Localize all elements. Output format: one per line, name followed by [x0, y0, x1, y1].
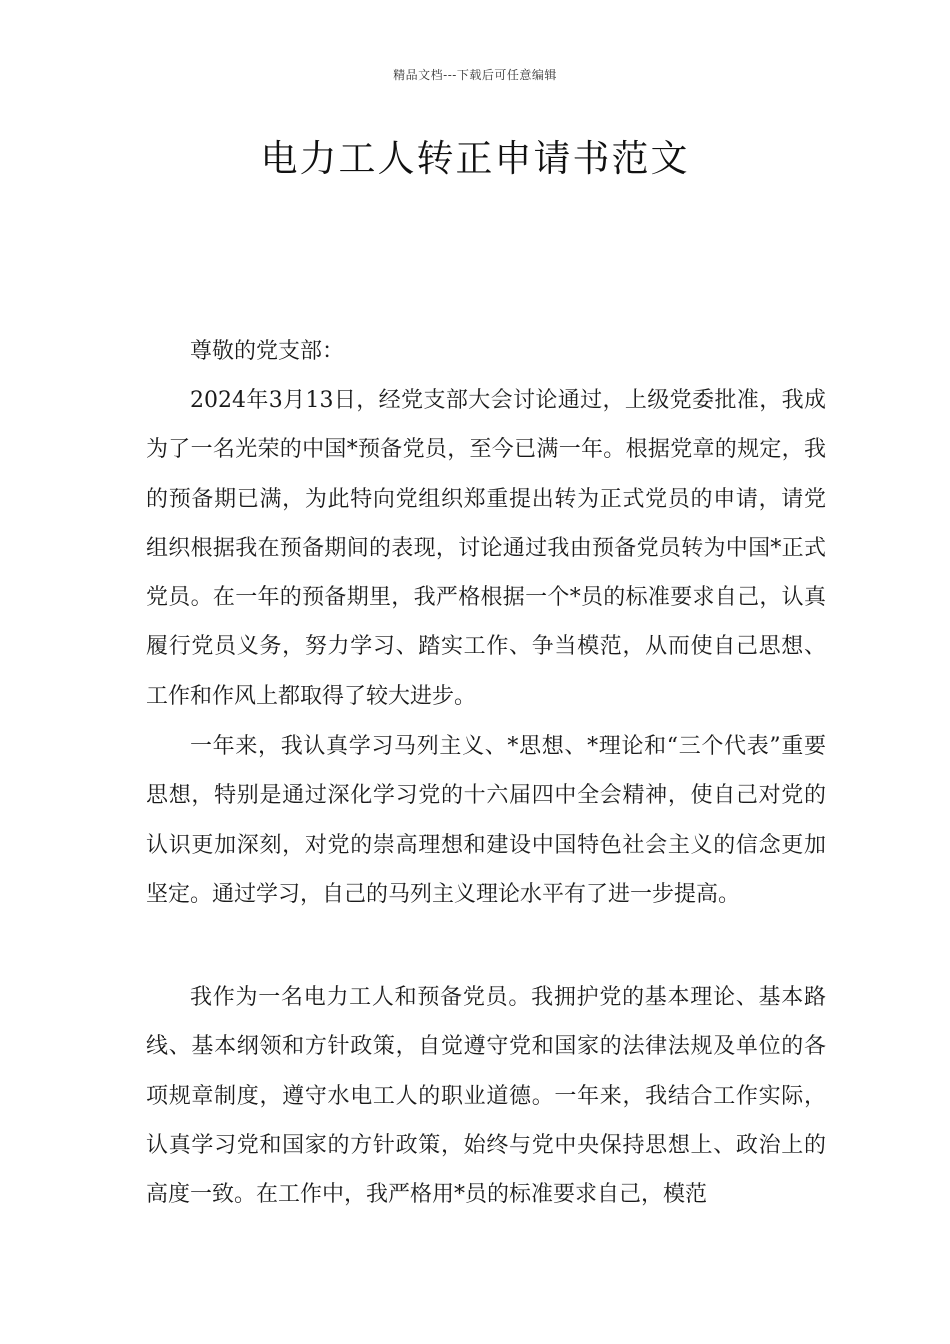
paragraph-2: 一年来，我认真学习马列主义、*思想、*理论和“三个代表”重要思想，特别是通过深化学习党的十六届四中全会精神，使自己对党的认识更加深刻，对党的崇高理想和建设中国特色社会主义的信念更加坚定。通过学习，自己的马列主义理论水平有了进一步提高。 — [146, 734, 826, 907]
header-note: 精品文档---下载后可任意编辑 — [393, 68, 557, 82]
paragraph-3: 我作为一名电力工人和预备党员。我拥护党的基本理论、基本路线、基本纲领和方针政策，自觉遵守党和国家的法律法规及单位的各项规章制度，遵守水电工人的职业道德。一年来，我结合工作实际，认真学习党和国家的方针政策，始终与党中央保持思想上、政治上的高度一致。在工作中，我严格用*员的标准要求自己，模范 — [146, 985, 826, 1208]
document-title: 电力工人转正申请书范文 — [260, 137, 690, 180]
paragraph-1: 2024年3月13日，经党支部大会讨论通过，上级党委批准，我成为了一名光荣的中国*预备党员，至今已满一年。根据党章的规定，我的预备期已满，为此特向党组织郑重提出转为正式党员的申请，请党组织根据我在预备期间的表现，讨论通过我由预备党员转为中国*正式党员。在一年的预备期里，我严格根据一个*员的标准要求自己，认真履行党员义务，努力学习、踏实工作、争当模范，从而使自己思想、工作和作风上都取得了较大进步。 — [146, 388, 826, 709]
salutation: 尊敬的党支部： — [190, 339, 345, 364]
